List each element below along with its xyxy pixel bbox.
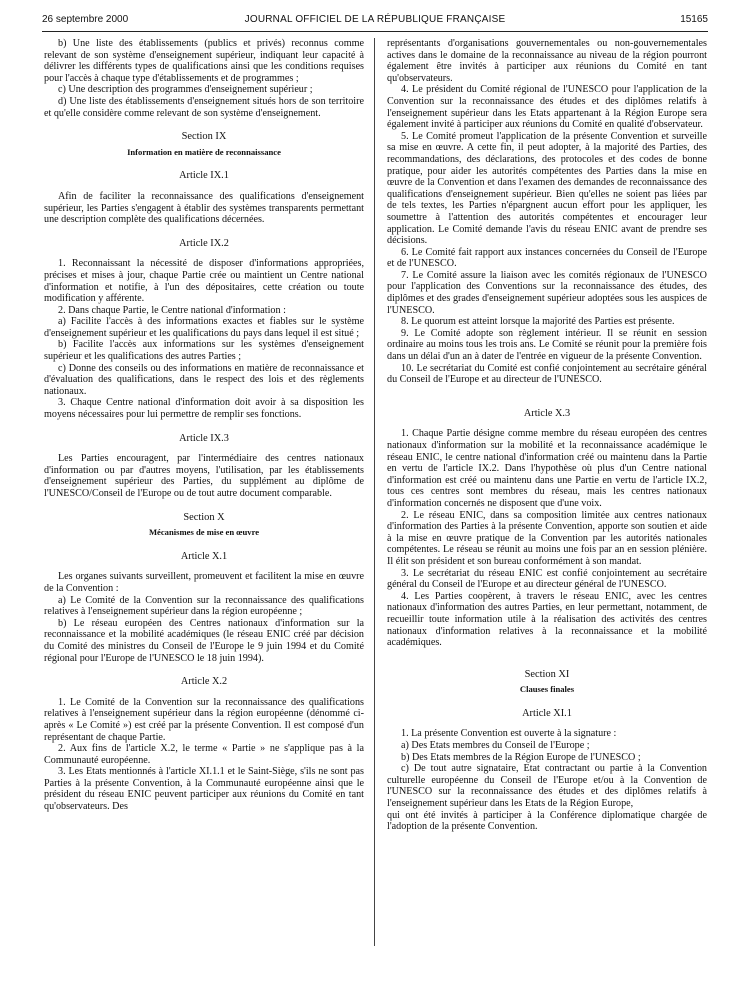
paragraph: b) Une liste des établissements (publics et privés) reconnus comme relevant de son système d'enseignement supérieur, indiquant leur capacité à délivrer les différents types de qualifications ainsi que les conditions requises pour l'accès à chaque type d'établissements et de programmes ;: [44, 38, 364, 84]
paragraph: 1. Le Comité de la Convention sur la reconnaissance des qualifications relatives à l'enseignement supérieur dans la région européenne (dénommé ci-après « Le Comité ») est créé par la présente Convention. Il est composé d'un représentant de chaque Partie.: [44, 696, 364, 743]
paragraph: qui ont été invités à participer à la Conférence diplomatique chargée de l'adoption de la présente Convention.: [387, 809, 707, 833]
article-heading: Article X.3: [523, 407, 571, 419]
paragraph: Les organes suivants surveillent, promeuvent et facilitent la mise en œuvre de la Convention :: [44, 571, 364, 594]
section-subtitle: Clauses finales: [519, 684, 575, 695]
paragraph: 1. Reconnaissant la nécessité de disposer d'informations appropriées, précises et mises à jour, chaque Partie crée ou maintient un Centre national d'information et notifie, à l'un des dépositaires, cette création ou toute modification y afférente.: [44, 258, 364, 305]
paragraph: 2. Dans chaque Partie, le Centre national d'information :: [58, 304, 286, 316]
paragraph: 4. Le président du Comité régional de l'UNESCO pour l'application de la Convention sur la reconnaissance des études et des diplômes relatifs à l'enseignement supérieur dans les Etats appartenant à la Région Europe sera également invité à participer aux réunions du Comité en qualité d'observateur.: [387, 84, 707, 131]
header-date: 26 septembre 2000: [42, 14, 129, 25]
paragraph: 5. Le Comité promeut l'application de la présente Convention et surveille sa mise en œuvre. A cette fin, il peut adopter, à la majorité des Parties, des recommandations, des déclarations, des protocoles et des codes de bonne pratique, pour aider les autorités compétentes des Parties dans la mise en œuvre de la Convention et dans l'examen des demandes de reconnaissance des qualifications d'enseignement supérieur. Bien qu'elles ne soient pas liées par de tels textes, les Parties n'épargnent aucun effort pour les appliquer, les soumettre à l'attention des autorités compétentes et encourager leur application. Le Comité demande l'avis du réseau ENIC avant de prendre ses décisions.: [387, 130, 707, 247]
paragraph: a) Facilite l'accès à des informations exactes et fiables sur le système d'enseignement supérieur et les qualifications du pays dans lequel il est situé ;: [44, 316, 364, 339]
paragraph: a) Le Comité de la Convention sur la reconnaissance des qualifications relatives à l'enseignement supérieur dans la région européenne ;: [44, 594, 364, 618]
paragraph: Afin de faciliter la reconnaissance des qualifications d'enseignement supérieur, les Parties s'engagent à établir des systèmes transparents permettant une description complète des qualifications décernées.: [44, 190, 364, 226]
paragraph: 3. Les Etats mentionnés à l'article XI.1.1 et le Saint-Siège, s'ils ne sont pas Parties à la présente Convention, à la Communauté européenne ainsi que le président du réseau ENIC peuvent participer aux réunions du Comité en tant qu'observateurs. Des: [44, 766, 364, 813]
article-heading: Article IX.3: [179, 432, 229, 444]
paragraph: c) Une description des programmes d'enseignement supérieur ;: [58, 84, 313, 96]
paragraph: 1. Chaque Partie désigne comme membre du réseau européen des centres nationaux d'information sur la mobilité et la reconnaissance académique le réseau ENIC, le centre national d'information créé ou maintenu dans la Partie en vertu de l'article IX.2. Dans l'hypothèse où plus d'un Centre national d'information est créé ou maintenu dans une Partie en vertu de l'article IX.2, tous ces centres sont membres du réseau, mais les centres nationaux d'information concernés ne disposent que d'une voix.: [387, 428, 707, 509]
article-heading: Article IX.1: [179, 170, 229, 182]
header-journal-title: JOURNAL OFFICIEL DE LA RÉPUBLIQUE FRANÇAISE: [244, 14, 506, 25]
paragraph: a) Des Etats membres du Conseil de l'Europe ;: [401, 740, 590, 752]
paragraph: 7. Le Comité assure la liaison avec les comités régionaux de l'UNESCO pour l'application des Conventions sur la reconnaissance des études, des diplômes et des grades d'enseignement supérieur adoptées sous les auspices de l'UNESCO.: [387, 269, 707, 316]
paragraph: 9. Le Comité adopte son règlement intérieur. Il se réunit en session ordinaire au moins tous les trois ans. Le Comité se réunit pour la première fois dans un délai d'un an à dater de l'entrée en vigueur de la présente Convention.: [387, 327, 707, 363]
right-column: [387, 38, 707, 833]
paragraph: c) De tout autre signataire, Etat contractant ou partie à la Convention culturelle européenne du Conseil de l'Europe et/ou à la Convention de l'UNESCO sur la reconnaissance des études et des diplômes relatifs à l'enseignement supérieur dans les Etats de la Région Europe,: [387, 763, 707, 810]
paragraph: 1. La présente Convention est ouverte à la signature :: [401, 728, 617, 740]
paragraph: b) Facilite l'accès aux informations sur les systèmes d'enseignement supérieur et les qualifications des autres Parties ;: [44, 339, 364, 363]
header-page-number: 15165: [680, 14, 708, 25]
paragraph: d) Une liste des établissements d'enseignement situés hors de son territoire et qu'elle considère comme relevant de son système d'enseignement.: [44, 95, 364, 119]
section-heading: Section IX: [181, 131, 227, 143]
paragraph: 3. Le secrétariat du réseau ENIC est confié conjointement au secrétaire général du Conseil de l'Europe et au directeur général de l'UNESCO.: [387, 567, 707, 591]
paragraph: 3. Chaque Centre national d'information doit avoir à sa disposition les moyens nécessaires pour lui permettre de remplir ses fonctions.: [44, 397, 364, 421]
left-column: [44, 38, 364, 813]
paragraph: c) Donne des conseils ou des informations en matière de reconnaissance et d'évaluation des qualifications, dans le respect des lois et des règlements nationaux.: [44, 362, 364, 397]
section-subtitle: Mécanismes de mise en œuvre: [148, 527, 260, 538]
article-heading: Article X.2: [180, 676, 228, 688]
article-heading: Article IX.2: [179, 237, 229, 249]
paragraph: 2. Aux fins de l'article X.2, le terme « Partie » ne s'applique pas à la Communauté européenne.: [44, 743, 364, 766]
paragraph: b) Le réseau européen des Centres nationaux d'information sur la reconnaissance et la mobilité académiques (le réseau ENIC créé par décision du Comité des ministres du Conseil de l'Europe le 9 juin 1994 et du Comité régional pour l'Europe de l'UNESCO le 18 juin 1994).: [44, 617, 364, 664]
section-subtitle: Information en matière de reconnaissance: [127, 146, 281, 157]
paragraph: 8. Le quorum est atteint lorsque la majorité des Parties est présente.: [401, 316, 675, 328]
column-divider: [374, 38, 375, 946]
paragraph: 6. Le Comité fait rapport aux instances concernées du Conseil de l'Europe et de l'UNESCO.: [387, 246, 707, 270]
paragraph: b) Des Etats membres de la Région Europe de l'UNESCO ;: [401, 751, 641, 763]
paragraph: 4. Les Parties coopèrent, à travers le réseau ENIC, avec les centres nationaux d'information des autres Parties, en leur permettant, notamment, de recueillir toute information utile à la réalisation des activités des centres nationaux d'information relatives à la reconnaissance et la mobilité académiques.: [387, 590, 707, 649]
article-heading: Article X.1: [180, 550, 228, 562]
section-heading: Section XI: [524, 668, 570, 680]
paragraph: représentants d'organisations gouvernementales ou non-gouvernementales actives dans le domaine de la reconnaissance au niveau de la région pourront également être invités à participer aux réunions du Comité en tant qu'observateurs.: [387, 38, 707, 84]
page-header: [42, 14, 708, 30]
paragraph: 10. Le secrétariat du Comité est confié conjointement au secrétaire général du Conseil de l'Europe et au directeur de l'UNESCO.: [387, 362, 707, 386]
paragraph: 2. Le réseau ENIC, dans sa composition limitée aux centres nationaux d'information des Parties à la présente Convention, apporte son soutien et aide à la mise en œuvre pratique de la Convention par les autorités nationales compétentes. Le réseau se réunit au moins une fois par an en session plénière. Il élit son président et son bureau conformément à son mandat.: [387, 509, 707, 567]
section-heading: Section X: [183, 511, 225, 523]
article-heading: Article XI.1: [522, 707, 572, 719]
header-rule: [42, 31, 708, 32]
paragraph: Les Parties encouragent, par l'intermédiaire des centres nationaux d'information ou par d'autres moyens, l'utilisation, par les établissements d'enseignement supérieur des Parties, du supplément au diplôme de l'UNESCO/Conseil de l'Europe ou de tout autre document comparable.: [44, 453, 364, 499]
